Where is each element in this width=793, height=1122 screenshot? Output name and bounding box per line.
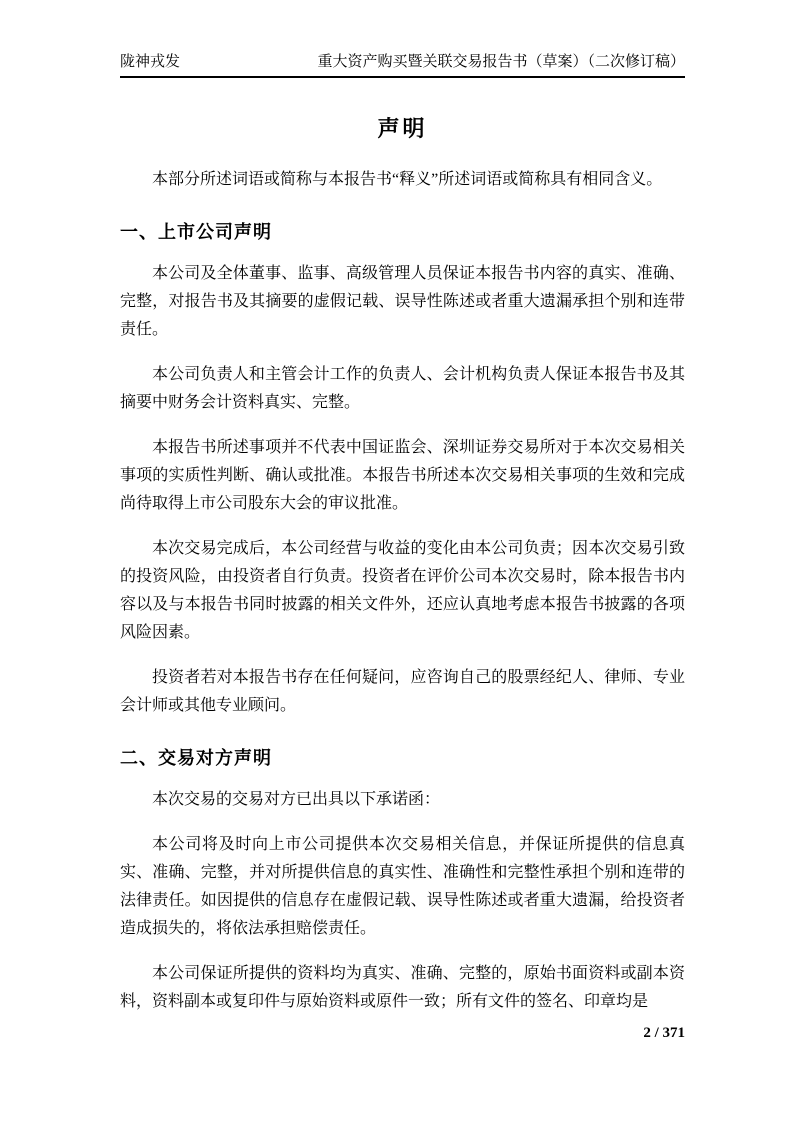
section-heading-listed-company-statement: 一、上市公司声明: [120, 222, 272, 242]
section1-paragraph-4: 本次交易完成后，本公司经营与收益的变化由本公司负责；因本次交易引致的投资风险，由投资者自行负责。投资者在评价公司本次交易时，除本报告书内容以及与本报告书同时披露的相关文件外，还应认真地考虑本报告书披露的各项风险因素。: [120, 540, 685, 641]
header-report-title: 重大资产购买暨关联交易报告书（草案）（二次修订稿）: [317, 54, 685, 70]
section1-paragraph-2: 本公司负责人和主管会计工作的负责人、会计机构负责人保证本报告书及其摘要中财务会计资料真实、完整。: [120, 366, 685, 411]
section1-paragraph-1: 本公司及全体董事、监事、高级管理人员保证本报告书内容的真实、准确、完整，对报告书及其摘要的虚假记载、误导性陈述或者重大遗漏承担个别和连带责任。: [120, 265, 685, 338]
section1-paragraph-3: 本报告书所述事项并不代表中国证监会、深圳证券交易所对于本次交易相关事项的实质性判断、确认或批准。本报告书所述本次交易相关事项的生效和完成尚待取得上市公司股东大会的审议批准。: [120, 439, 685, 512]
page-title: 声明: [377, 116, 428, 141]
section-heading-counterparty-statement: 二、交易对方声明: [120, 748, 272, 768]
section2-paragraph-1: 本次交易的交易对方已出具以下承诺函：: [152, 791, 441, 808]
page-number: 2 / 371: [643, 1025, 685, 1041]
page-header: [120, 52, 685, 78]
intro-paragraph: 本部分所述词语或简称与本报告书“释义”所述词语或简称具有相同含义。: [152, 171, 663, 188]
header-company-short-name: 陇神戎发: [120, 54, 181, 70]
section2-paragraph-2: 本公司将及时向上市公司提供本次交易相关信息，并保证所提供的信息真实、准确、完整，并对所提供信息的真实性、准确性和完整性承担个别和连带的法律责任。如因提供的信息存在虚假记载、误导性陈述或者重大遗漏，给投资者造成损失的，将依法承担赔偿责任。: [120, 836, 685, 937]
section1-paragraph-5: 投资者若对本报告书存在任何疑问，应咨询自己的股票经纪人、律师、专业会计师或其他专业顾问。: [120, 669, 685, 714]
section2-paragraph-3: 本公司保证所提供的资料均为真实、准确、完整的，原始书面资料或副本资料，资料副本或复印件与原始资料或原件一致；所有文件的签名、印章均是: [120, 965, 685, 1010]
